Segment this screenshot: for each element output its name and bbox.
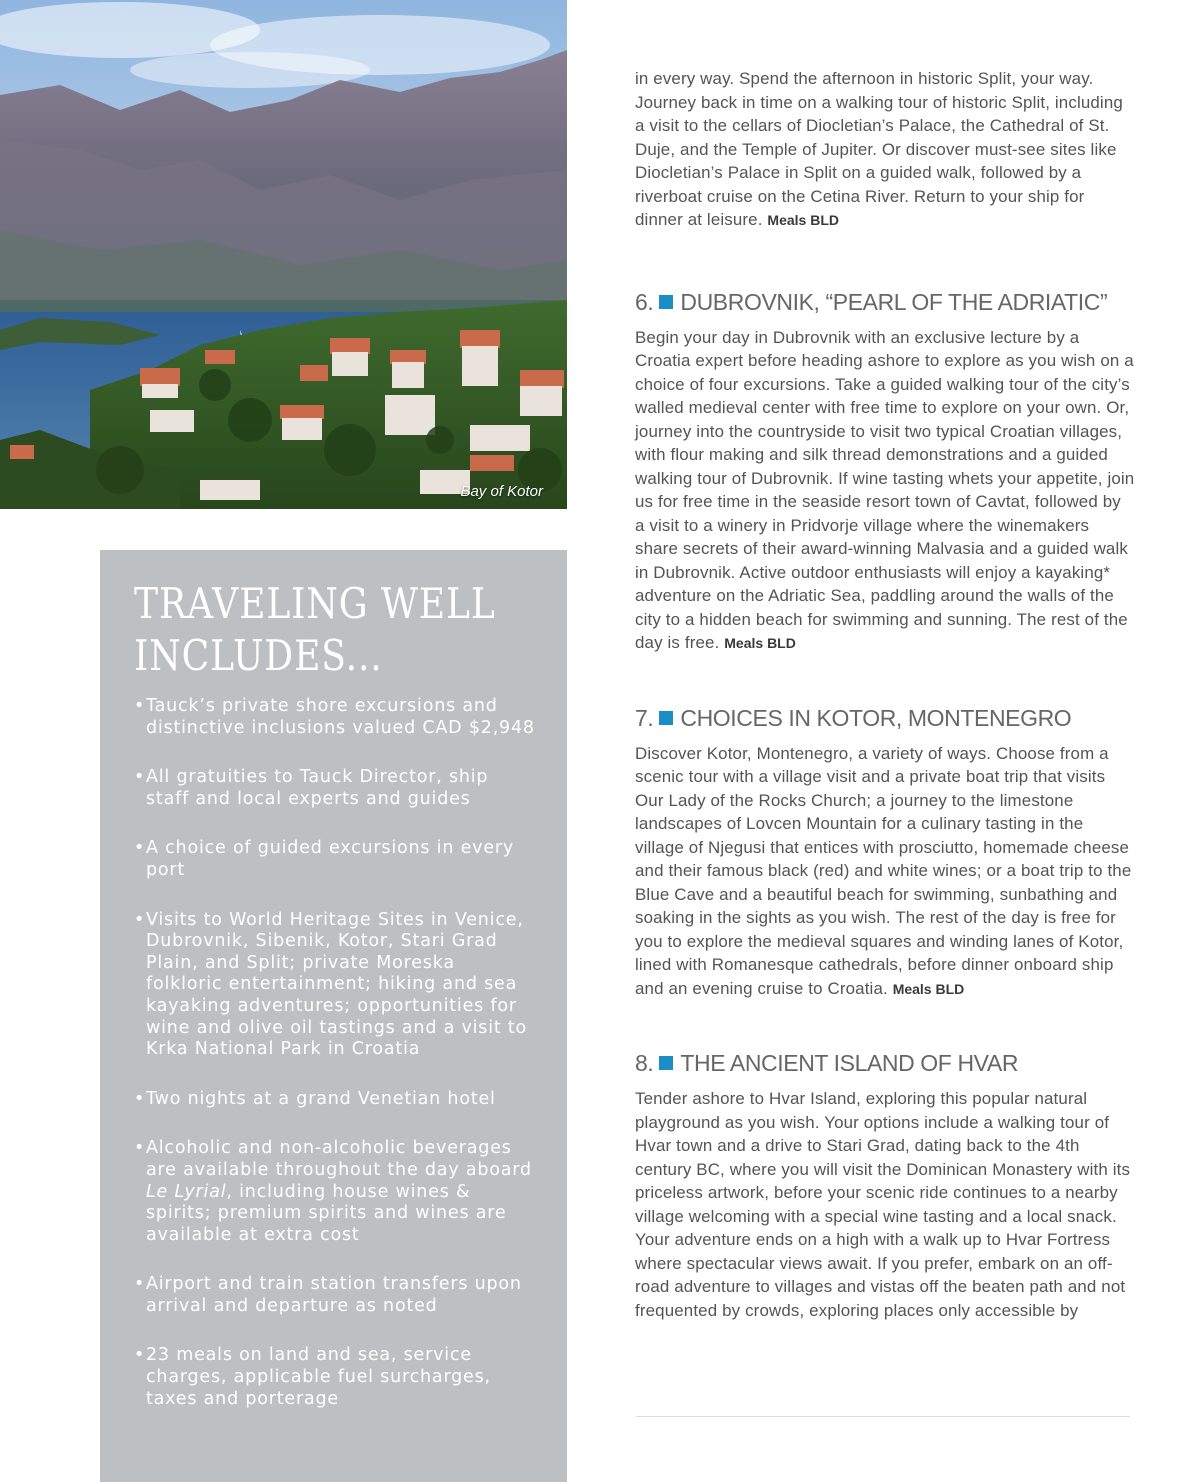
inclusion-item: • Airport and train station transfers upon arrival and departure as noted [134,1274,537,1317]
photo-caption: Bay of Kotor [460,483,543,500]
day-text: Begin your day in Dubrovnik with an exclusive lecture by a Croatia expert before heading ashore to explore as you wish on a choice of four excursions. Take a guided walking tour of the city’s walled medieval center with free time to explore on your own. Or, journey into the countryside to visit two typical Croatian villages, with flour making and silk thread demonstrations and a guided walking tour of Dubrovnik. If wine tasting whets your appetite, join us for free time in the seaside resort town of Cavtat, followed by a visit to a winery in Pridvorje village where the winemakers share secrets of their award-winning Malvasia and a guided walk in Dubrovnik. Active outdoor enthusiasts will enjoy a kayaking* adventure on the Adriatic Sea, paddling around the walls of the city to a hidden beach for swimming and sunning. The rest of the day is free. [635,327,1135,652]
itinerary-column [635,67,1135,1322]
day-title: CHOICES IN KOTOR, MONTENEGRO [680,704,1072,731]
landscape-illustration [0,0,567,509]
day-number: 6. [635,288,654,315]
day-title: DUBROVNIK, “PEARL OF THE ADRIATIC” [680,288,1108,315]
inclusions-title-line1: TRAVELING WELL [134,579,496,628]
day-7-heading [635,704,1135,732]
intro-paragraph [635,67,1135,233]
bay-of-kotor-photo [0,0,567,509]
day-number: 7. [635,704,654,731]
inclusion-item: • Visits to World Heritage Sites in Venice, Dubrovnik, Sibenik, Kotor, Stari Grad Plain, and Split; private Moreska folkloric entertainment; hiking and sea kayaking adventures; opportunities for wine and olive oil tastings and a visit to Krka National Park in Croatia [134,910,537,1061]
day-8-paragraph [635,1087,1135,1322]
inclusion-item-beverages [134,1138,537,1246]
square-bullet-icon [659,295,673,309]
inclusions-list [134,696,537,1410]
inclusions-title-line2: INCLUDES... [134,631,383,680]
inclusion-item: • Tauck’s private shore excursions and distinctive inclusions valued CAD $2,948 [134,696,537,739]
square-bullet-icon [659,1056,673,1070]
inclusions-panel [100,550,567,1482]
inclusion-item: • A choice of guided excursions in every port [134,838,537,881]
day-title: THE ANCIENT ISLAND OF HVAR [680,1050,1019,1076]
inclusions-title [134,578,530,682]
meals-label: Meals BLD [724,635,796,651]
ship-name: Le Lyrial [146,1181,227,1202]
divider-line [636,1416,1130,1417]
inclusion-item: • Two nights at a grand Venetian hotel [134,1089,537,1111]
day-number: 8. [635,1050,654,1076]
day-text: Discover Kotor, Montenegro, a variety of ways. Choose from a scenic tour with a village visit and a private boat trip that visits Our Lady of the Rocks Church; a journey to the limestone landscapes of Lovcen Mountain for a culinary tasting in the village of Njegusi that entices with prosciutto, homemade cheese and their famous black (red) and white wines; or a boat trip to the Blue Cave and a beautiful beach for swimming, sunbathing and soaking in the sights as you wish. The rest of the day is free for you to explore the medieval squares and winding lanes of Kotor, lined with Romanesque cathedrals, before dinner onboard ship and an evening cruise to Croatia. [635,743,1132,998]
meals-label: Meals BLD [892,980,965,997]
day-6-paragraph [635,326,1135,656]
meals-label: Meals BLD [767,212,839,228]
inclusion-item: • 23 meals on land and sea, service charges, applicable fuel surcharges, taxes and porterage [134,1345,537,1410]
day-text: Tender ashore to Hvar Island, exploring this popular natural playground as you wish. Your options include a walking tour of Hvar town and a drive to Stari Grad, dating back to the 4th century BC, where you will visit the Dominican Monastery with its priceless artwork, before your scenic ride continues to a nearby village welcoming with a special wine tasting and a local snack. Your adventure ends on a high with a walk up to Hvar Fortress where spectacular views await. If you prefer, embark on an off-road adventure to villages and vistas off the beaten path and not frequented by crowds, exploring places only accessible by [635,1089,1131,1320]
inclusion-item: • All gratuities to Tauck Director, ship staff and local experts and guides [134,767,537,810]
beverages-text-part2: , including house wines & spirits; premium spirits and wines are available at extra cost [146,1181,507,1245]
day-8-heading [635,1049,1135,1077]
intro-text: in every way. Spend the afternoon in historic Split, your way. Journey back in time on a walking tour of historic Split, including a visit to the cellars of Diocletian’s Palace, the Cathedral of St. Duje, and the Temple of Jupiter. Or discover must-see sites like Diocletian’s Palace in Split on a guided walk, followed by a riverboat cruise on the Cetina River. Return to your ship for dinner at leisure. [635,69,1123,229]
square-bullet-icon [659,711,673,725]
beverages-text-part1: Alcoholic and non-alcoholic beverages are available throughout the day aboard [146,1138,532,1180]
day-7-paragraph [635,742,1135,1002]
day-6-heading [635,288,1135,316]
